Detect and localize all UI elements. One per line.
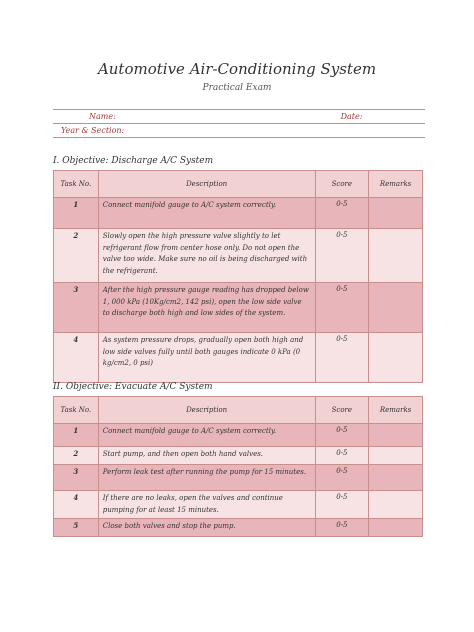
date-label: Date:: [141, 110, 425, 124]
task-description: Perform leak test after running the pump for 15 minutes.: [98, 465, 315, 491]
task-score: 0-5: [315, 519, 369, 537]
task-number: 1: [54, 198, 99, 229]
table-row: [54, 447, 423, 465]
section2-header-row: [54, 397, 423, 424]
task-description: As system pressure drops, gradually open both high and low side valves fully until both gauges indicate 0 kPa (0 kg/cm2, 0 psi): [98, 333, 315, 383]
task-remarks: [369, 229, 423, 283]
task-description: If there are no leaks, open the valves and continue pumping for at least 15 minutes.: [98, 491, 315, 519]
year-section-label: Year & Section:: [53, 124, 425, 138]
table-row: [54, 229, 423, 283]
header-score: Score: [315, 397, 369, 424]
task-remarks: [369, 198, 423, 229]
table-row: [54, 519, 423, 537]
task-score: 0-5: [315, 198, 369, 229]
document-title: Automotive Air-Conditioning System: [97, 60, 377, 78]
task-remarks: [369, 424, 423, 447]
table-row: [54, 333, 423, 383]
table-row: [54, 283, 423, 333]
task-score: 0-5: [315, 465, 369, 491]
task-number: 4: [54, 333, 99, 383]
task-number: 3: [54, 283, 99, 333]
student-info-table: [53, 109, 425, 138]
task-remarks: [369, 283, 423, 333]
name-label: Name:: [53, 110, 141, 124]
header-score: Score: [315, 171, 369, 198]
task-number: 4: [54, 491, 99, 519]
header-description: Description: [98, 397, 315, 424]
task-number: 1: [54, 424, 99, 447]
task-remarks: [369, 519, 423, 537]
section2-table: [53, 396, 423, 537]
section1-heading: I. Objective: Discharge A/C System: [53, 156, 214, 166]
task-score: 0-5: [315, 229, 369, 283]
task-remarks: [369, 447, 423, 465]
header-description: Description: [98, 171, 315, 198]
task-description: Connect manifold gauge to A/C system correctly.: [98, 198, 315, 229]
task-number: 5: [54, 519, 99, 537]
header-remarks: Remarks: [369, 171, 423, 198]
section1-table: [53, 170, 423, 383]
task-description: After the high pressure gauge reading has dropped below 1, 000 kPa (10Kg/cm2, 142 psi), open the low side valve to discharge both high and low sides of the system.: [98, 283, 315, 333]
task-remarks: [369, 491, 423, 519]
section2-heading: II. Objective: Evacuate A/C System: [53, 382, 213, 392]
task-score: 0-5: [315, 491, 369, 519]
task-number: 2: [54, 447, 99, 465]
task-score: 0-5: [315, 447, 369, 465]
header-remarks: Remarks: [369, 397, 423, 424]
task-score: 0-5: [315, 424, 369, 447]
task-score: 0-5: [315, 333, 369, 383]
task-description: Close both valves and stop the pump.: [98, 519, 315, 537]
table-row: [54, 465, 423, 491]
task-description: Start pump, and then open both hand valves.: [98, 447, 315, 465]
header-task-no: Task No.: [54, 171, 99, 198]
task-remarks: [369, 465, 423, 491]
table-row: [54, 198, 423, 229]
name-date-row: [53, 110, 425, 124]
task-description: Connect manifold gauge to A/C system correctly.: [98, 424, 315, 447]
section1-header-row: [54, 171, 423, 198]
document-subtitle: Practical Exam: [202, 83, 272, 93]
task-number: 3: [54, 465, 99, 491]
header-task-no: Task No.: [54, 397, 99, 424]
task-description: Slowly open the high pressure valve slightly to let refrigerant flow from center hose only. Do not open the valve too wide. Make sure no oil is being discharged with the refrigerant.: [98, 229, 315, 283]
table-row: [54, 491, 423, 519]
task-score: 0-5: [315, 283, 369, 333]
task-remarks: [369, 333, 423, 383]
table-row: [54, 424, 423, 447]
task-number: 2: [54, 229, 99, 283]
year-section-row: [53, 124, 425, 138]
